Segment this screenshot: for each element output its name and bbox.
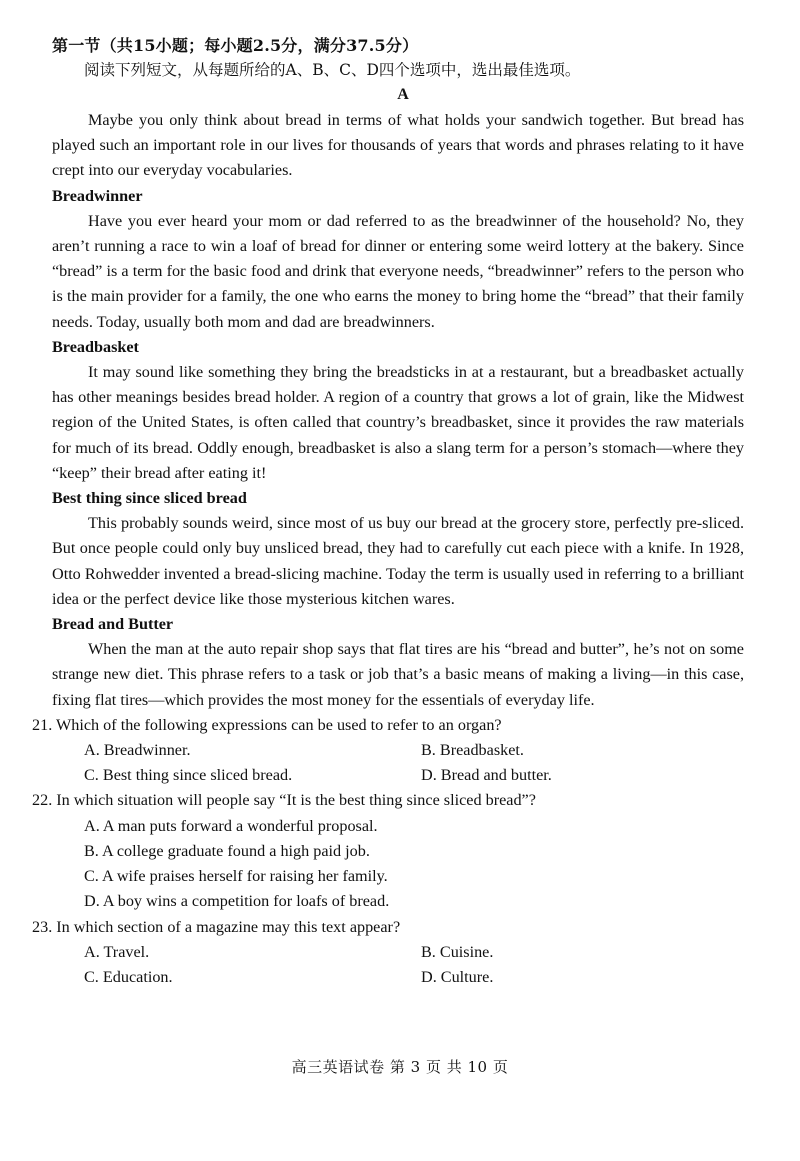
question-23-option-b[interactable]: B. Cuisine. (421, 942, 494, 961)
section-text-bread-and-butter: When the man at the auto repair shop says that flat tires are his “bread and butter”, he’s not on some strange new diet. This phrase refers to a task or job that’s a basic means of making a living—in this case, fixing flat tires—which provides the most money for the essentials of everyday life. (52, 640, 744, 709)
question-23-stem: 23. In which section of a magazine may this text appear? (32, 917, 401, 936)
question-22-option-c[interactable]: C. A wife praises herself for raising her family. (84, 867, 388, 886)
question-21-option-b[interactable]: B. Breadbasket. (421, 741, 524, 760)
question-21-options-row-2 (52, 763, 744, 788)
question-23-option-a[interactable]: A. Travel. (84, 942, 150, 961)
section-heading-breadwinner: Breadwinner (52, 186, 143, 205)
page-footer: 高三英语试卷 第 3 页 共 10 页 (291, 1058, 509, 1076)
section-heading-bread-and-butter: Bread and Butter (52, 615, 174, 634)
question-21-option-a[interactable]: A. Breadwinner. (84, 741, 191, 760)
question-23-options-row-2 (52, 965, 744, 990)
section-heading-sliced-bread: Best thing since sliced bread (52, 489, 247, 508)
instructions: 阅读下列短文，从每题所给的A、B、C、D四个选项中，选出最佳选项。 (84, 61, 581, 79)
question-22-option-b[interactable]: B. A college graduate found a high paid job. (84, 841, 370, 860)
section-text-sliced-bread: This probably sounds weird, since most of us buy our bread at the grocery store, perfectly pre-sliced. But once people could only buy unsliced bread, they had to carefully cut each piece with a knife. In 1928, Otto Rohwedder invented a bread-slicing machine. Today the term is usually used in referring to a brilliant idea or the perfect device like those mysterious kitchen wares. (52, 514, 744, 608)
section-text-breadwinner: Have you ever heard your mom or dad referred to as the breadwinner of the household? No, they aren’t running a race to win a loaf of bread for dinner or entering some weird lottery at the bakery. Since “bread” is a term for the basic food and drink that everyone needs, “breadwinner” refers to the person who is the main provider for a family, the one who earns the money to bring home the “bread” that their family needs. Today, usually both mom and dad are breadwinners. (52, 211, 744, 331)
question-21-option-c[interactable]: C. Best thing since sliced bread. (84, 766, 293, 785)
section-title: 第一节（共15小题；每小题2.5分，满分37.5分） (52, 36, 419, 55)
question-22-option-d[interactable]: D. A boy wins a competition for loafs of bread. (84, 892, 390, 911)
question-23-options-row-1 (52, 940, 744, 965)
passage-intro: Maybe you only think about bread in terms of what holds your sandwich together. But bread has played such an important role in our lives for thousands of years that words and phrases relating to it have crept into our everyday vocabularies. (52, 111, 744, 180)
section-text-breadbasket: It may sound like something they bring the breadsticks in at a restaurant, but a breadbasket actually has other meanings besides bread holder. A region of a country that grows a lot of grain, like the Midwest region of the United States, is often called that country’s breadbasket, since it provides the raw materials for much of its bread. Oddly enough, breadbasket is also a slang term for a person’s stomach—where they “keep” their bread after eating it! (52, 363, 744, 482)
question-21-stem: 21. Which of the following expressions can be used to refer to an organ? (32, 715, 502, 734)
question-21-options-row-1 (52, 738, 744, 763)
question-21-option-d[interactable]: D. Bread and butter. (421, 766, 552, 785)
section-heading-breadbasket: Breadbasket (52, 337, 139, 356)
question-23-option-d[interactable]: D. Culture. (421, 967, 494, 986)
question-22-stem: 22. In which situation will people say “It is the best thing since sliced bread”? (32, 791, 536, 810)
exam-page (32, 34, 744, 990)
passage-label: A (397, 86, 409, 103)
question-22-option-a[interactable]: A. A man puts forward a wonderful proposal. (84, 816, 378, 835)
question-23-option-c[interactable]: C. Education. (84, 967, 173, 986)
